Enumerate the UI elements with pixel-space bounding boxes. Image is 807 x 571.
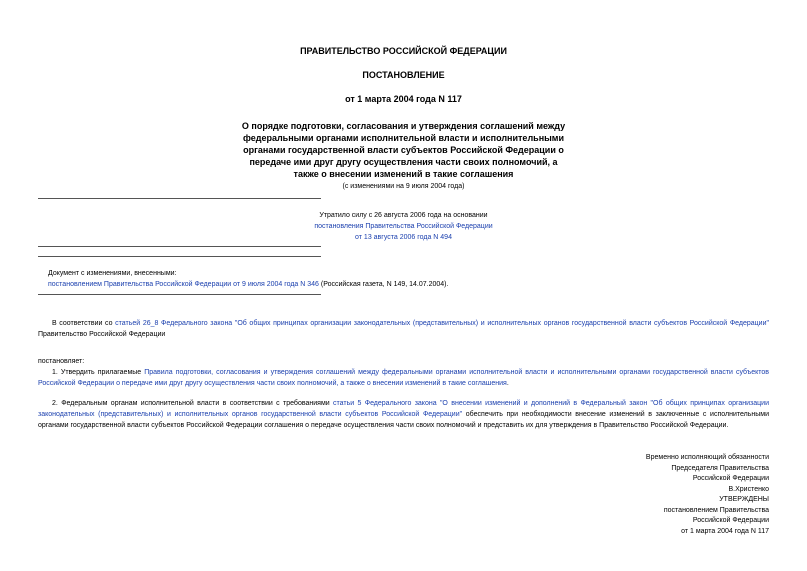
amendment-link[interactable]: постановлением Правительства Российской Федерации от 9 июля 2004 года N 346 bbox=[48, 281, 319, 288]
item-1 bbox=[38, 367, 769, 389]
doc-type: ПОСТАНОВЛЕНИЕ bbox=[362, 70, 445, 80]
item-2-lead: 2. Федеральным органам исполнительной власти в соответствии с требованиями bbox=[52, 400, 334, 407]
item-2-tail: обеспечить при необходимости внесение изменений в заключенные с исполнительными органами государственной власти субъектов Российской Федерации соглашения о передаче осуществления части своих полномочий и представить их для утверждения в Правительство Российской Федерации. bbox=[38, 411, 769, 429]
approved-line: Российской Федерации bbox=[692, 517, 769, 524]
document-title bbox=[0, 120, 807, 180]
title-line: также о внесении изменений в такие соглашения bbox=[293, 169, 514, 179]
doc-date-number: от 1 марта 2004 года N 117 bbox=[345, 94, 462, 104]
item-1-lead: 1. Утвердить прилагаемые bbox=[52, 369, 145, 376]
lost-force-line: Утратило силу с 26 августа 2006 года на основании bbox=[319, 212, 488, 219]
item-1-tail: . bbox=[506, 380, 509, 387]
lost-force-note bbox=[0, 210, 807, 243]
preamble bbox=[38, 318, 769, 340]
signer-name: В.Христенко bbox=[728, 485, 769, 493]
signature-line: Временно исполняющий обязанности bbox=[645, 454, 769, 461]
divider bbox=[38, 198, 321, 199]
signature-line: Председателя Правительства bbox=[671, 464, 769, 472]
org-name: ПРАВИТЕЛЬСТВО РОССИЙСКОЙ ФЕДЕРАЦИИ bbox=[300, 46, 507, 56]
preamble-tail: Правительство Российской Федерации bbox=[38, 331, 166, 338]
federal-law-link[interactable]: статьи 5 Федерального закона "О внесении изменений и дополнений в Федеральный закон "Об общих принципах организации законодательных (представительных) и исполнительных органов государственной власти субъектов Российской Федерации" bbox=[38, 400, 769, 418]
signature-block bbox=[560, 453, 769, 537]
approved-line: УТВЕРЖДЕНЫ bbox=[719, 496, 769, 503]
item-2 bbox=[38, 398, 769, 431]
amendment-source: (Российская газета, N 149, 14.07.2004). bbox=[318, 281, 449, 288]
title-line: федеральными органами исполнительной власти и исполнительными bbox=[242, 133, 565, 143]
approved-date: от 1 марта 2004 года N 117 bbox=[681, 527, 769, 535]
amendments-intro: Документ с изменениями, внесенными: bbox=[48, 270, 177, 277]
resolves-text: постановляет: bbox=[38, 358, 85, 365]
preamble-lead: В соответствии со bbox=[52, 320, 116, 327]
lost-force-link[interactable]: постановления Правительства Российской Федерации bbox=[314, 223, 493, 230]
divider bbox=[38, 294, 321, 295]
approved-line: постановлением Правительства bbox=[663, 506, 769, 514]
amendments-block bbox=[48, 268, 448, 290]
lost-force-link-date[interactable]: от 13 августа 2006 года N 494 bbox=[355, 234, 452, 241]
changes-note: (с изменениями на 9 июля 2004 года) bbox=[342, 183, 465, 190]
rules-link[interactable]: Правила подготовки, согласования и утверждения соглашений между федеральными органами исполнительной власти и исполнительными органами государственной власти субъектов Российской Федерации о передаче ими друг другу осуществления части своих полномочий, а также о внесении изменений в такие соглашения bbox=[38, 369, 769, 387]
signature-line: Российской Федерации bbox=[692, 475, 769, 482]
divider bbox=[38, 246, 321, 247]
law-link[interactable]: статьей 26_8 Федерального закона "Об общих принципах организации законодательных (представительных) и исполнительных органов государственной власти субъектов Российской Федерации" bbox=[115, 320, 769, 327]
title-line: передаче ими друг другу осуществления части своих полномочий, а bbox=[249, 157, 558, 167]
divider bbox=[38, 256, 321, 257]
title-line: О порядке подготовки, согласования и утверждения соглашений между bbox=[241, 121, 566, 131]
title-line: органами государственной власти субъектов Российской Федерации о bbox=[243, 145, 564, 155]
